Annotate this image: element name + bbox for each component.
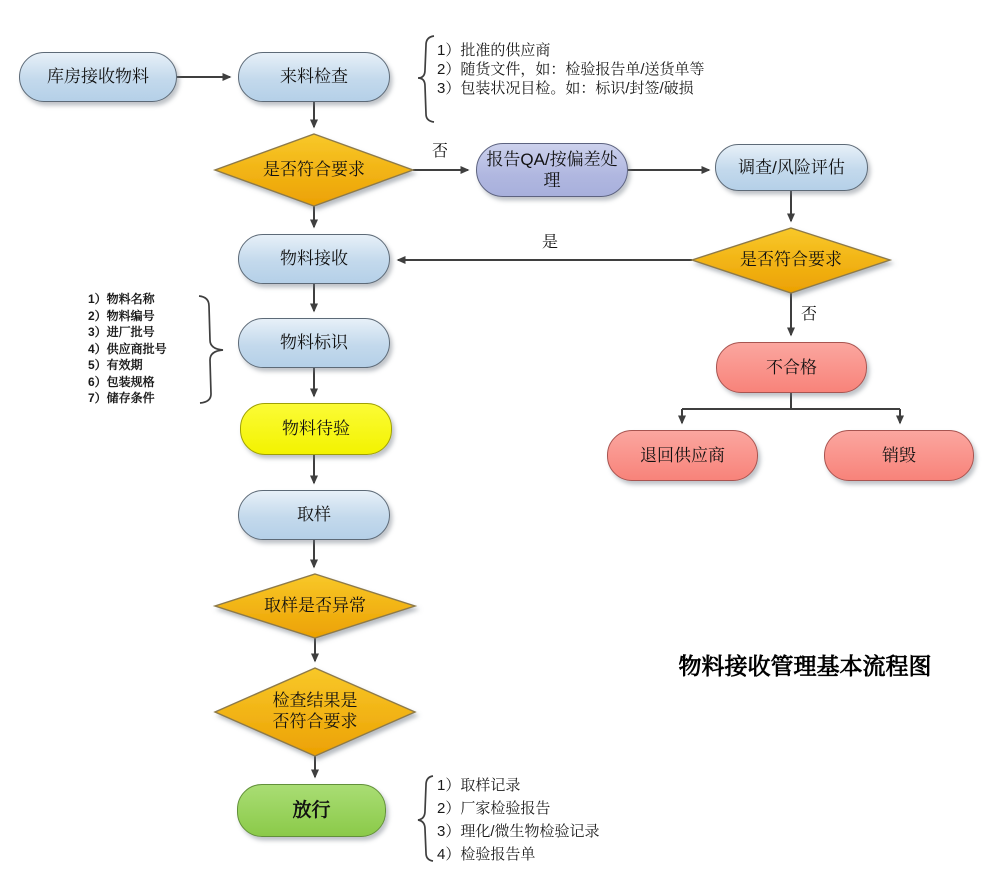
identification-notes-list (88, 291, 167, 407)
node-investigation (715, 144, 868, 191)
node-return-supplier (607, 430, 758, 481)
node-material-identification (238, 318, 390, 368)
note-line: 3）理化/微生物检验记录 (437, 823, 600, 840)
edge-label-no1: 否 (432, 143, 449, 160)
decision2-diamond (692, 228, 890, 293)
brace-identification-notes (199, 296, 223, 403)
node-destroy-label: 销毁 (882, 445, 916, 465)
note-line: 2）物料编号 (88, 308, 155, 323)
decision1-label: 是否符合要求 (263, 159, 365, 179)
node-incoming-inspection (238, 52, 390, 102)
note-line: 3）进厂批号 (88, 325, 155, 339)
node-pending-label: 物料待验 (282, 419, 350, 439)
decision1-diamond (215, 134, 413, 206)
release-notes-list (437, 774, 600, 866)
edge-label-yes1: 是 (542, 234, 559, 251)
node-release-label: 放行 (292, 799, 331, 821)
note-line: 4）检验报告单 (437, 846, 536, 863)
node-warehouse-label: 库房接收物料 (47, 67, 149, 87)
node-release (237, 784, 386, 837)
diagram-title: 物料接收管理基本流程图 (678, 653, 932, 679)
node-return-supplier-label: 退回供应商 (640, 445, 725, 465)
incoming-notes-list (437, 41, 705, 98)
decision4-label: 检查结果是否符合要求 (272, 691, 358, 731)
decision3-diamond (215, 574, 415, 638)
brace-incoming-notes (418, 36, 434, 122)
brace-release-notes (418, 776, 433, 861)
edge-label-no2: 否 (801, 306, 818, 323)
note-line: 1）物料名称 (88, 292, 155, 306)
node-material-receipt (238, 234, 390, 284)
node-incoming-label: 来料检查 (280, 67, 348, 87)
note-line: 2）厂家检验报告 (437, 800, 551, 817)
node-receipt-label: 物料接收 (280, 249, 348, 269)
node-report-qa-label: 报告QA/按偏差处理 (486, 149, 618, 190)
note-line: 7）储存条件 (88, 391, 155, 405)
node-unqualified-label: 不合格 (766, 357, 817, 377)
decision4-diamond (215, 668, 415, 756)
note-line: 1）取样记录 (437, 777, 521, 794)
node-warehouse-receive (19, 52, 177, 102)
note-line: 3）包装状况目检。如：标识/封签/破损 (437, 80, 694, 97)
node-sampling (238, 490, 390, 540)
note-line: 5）有效期 (88, 358, 143, 372)
node-investigation-label: 调查/风险评估 (738, 157, 845, 177)
decision2-label: 是否符合要求 (740, 250, 842, 270)
note-line: 6）包装规格 (88, 374, 155, 389)
node-unqualified (716, 342, 867, 393)
note-line: 1）批准的供应商 (437, 42, 551, 59)
node-destroy (824, 430, 974, 481)
note-line: 4）供应商批号 (88, 341, 167, 356)
decision3-label: 取样是否异常 (264, 595, 366, 615)
node-sampling-label: 取样 (297, 505, 331, 525)
node-material-pending (240, 403, 392, 455)
node-report-qa (476, 143, 628, 197)
node-identification-label: 物料标识 (280, 333, 348, 353)
note-line: 2）随货文件，如：检验报告单/送货单等 (437, 61, 705, 78)
